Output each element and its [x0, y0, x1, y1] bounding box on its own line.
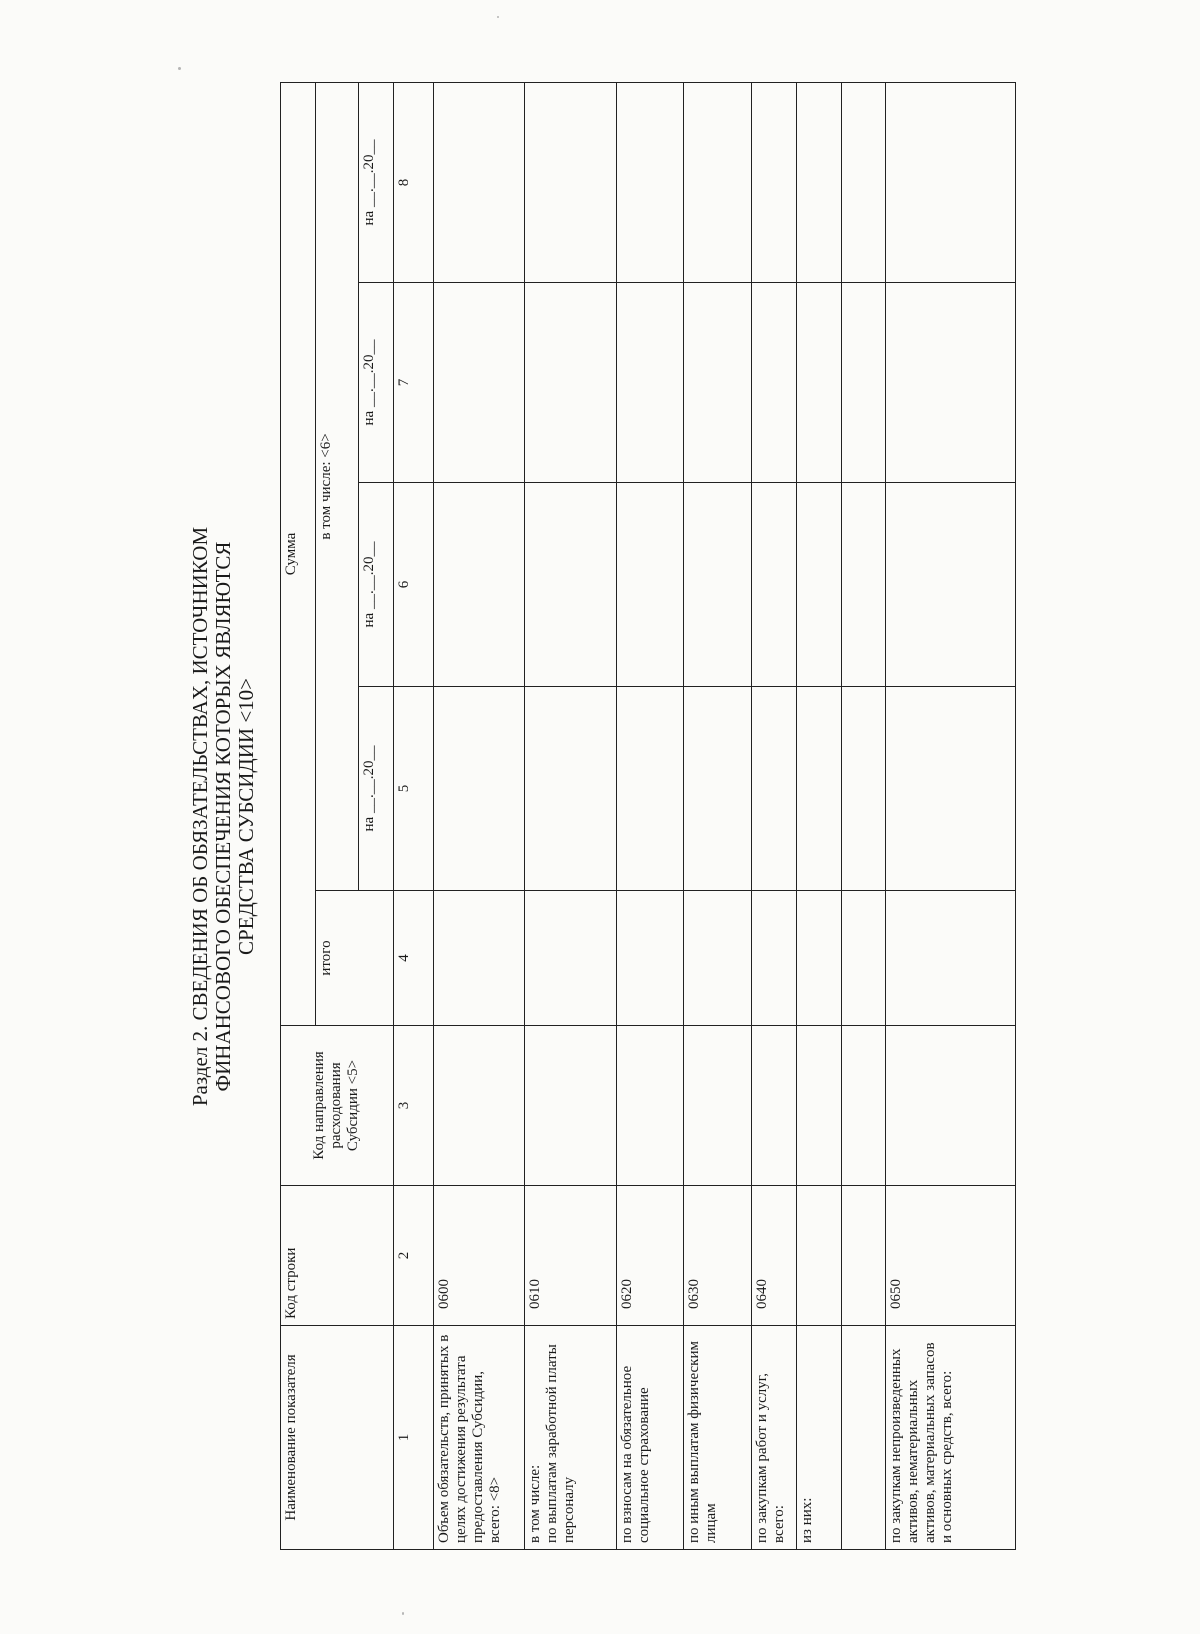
value-cell	[525, 483, 616, 687]
indicator-name: в том числе: по выплатам заработной платы персоналу	[525, 1326, 616, 1550]
row-code	[841, 1186, 885, 1326]
column-number: 4	[393, 891, 433, 1026]
column-number: 2	[393, 1186, 433, 1326]
value-cell	[751, 891, 796, 1026]
value-cell	[684, 1026, 751, 1186]
row-code: 0650	[886, 1186, 1016, 1326]
value-cell	[841, 891, 885, 1026]
scan-speck	[178, 67, 181, 70]
value-cell	[433, 1026, 524, 1186]
column-number: 6	[393, 483, 433, 687]
value-cell	[841, 283, 885, 483]
value-cell	[616, 283, 683, 483]
value-cell	[886, 891, 1016, 1026]
row-code: 0610	[525, 1186, 616, 1326]
indicator-name	[841, 1326, 885, 1550]
rotated-form	[181, 83, 1016, 1550]
table-row	[684, 82, 751, 1549]
value-cell	[616, 82, 683, 282]
value-cell	[433, 483, 524, 687]
table-row	[616, 82, 683, 1549]
value-cell	[751, 283, 796, 483]
value-cell	[616, 483, 683, 687]
column-number: 1	[393, 1326, 433, 1550]
table-row	[525, 82, 616, 1549]
column-number: 7	[393, 283, 433, 483]
section-title	[189, 83, 258, 1550]
value-cell	[886, 1026, 1016, 1186]
value-cell	[751, 1026, 796, 1186]
value-cell	[751, 687, 796, 891]
value-cell	[841, 687, 885, 891]
title-line: СРЕДСТВА СУБСИДИИ <10>	[234, 677, 258, 956]
header-including: в том числе: <6>	[316, 82, 359, 890]
value-cell	[616, 1026, 683, 1186]
table-row	[751, 82, 796, 1549]
indicator-name: по иным выплатам физическим лицам	[684, 1326, 751, 1550]
header-date-col-5: на __.__.20__	[359, 687, 393, 891]
header-row-code: Код строки	[281, 1186, 394, 1326]
value-cell	[886, 283, 1016, 483]
row-code	[796, 1186, 841, 1326]
row-code: 0630	[684, 1186, 751, 1326]
value-cell	[751, 82, 796, 282]
indicator-name: по закупкам непроизведенных активов, нематериальных активов, материальных запасов и основных средств, всего:	[886, 1326, 1016, 1550]
header-row-1	[281, 82, 316, 1549]
title-line: ФИНАНСОВОГО ОБЕСПЕЧЕНИЯ КОТОРЫХ ЯВЛЯЮТСЯ	[211, 541, 235, 1092]
header-sum: Сумма	[281, 82, 316, 1025]
title-line: Раздел 2. СВЕДЕНИЯ ОБ ОБЯЗАТЕЛЬСТВАХ, ИСТОЧНИКОМ	[188, 526, 212, 1107]
value-cell	[684, 687, 751, 891]
column-number: 3	[393, 1026, 433, 1186]
value-cell	[841, 483, 885, 687]
value-cell	[433, 891, 524, 1026]
obligations-table	[280, 82, 1016, 1550]
row-code: 0640	[751, 1186, 796, 1326]
header-total: итого	[316, 891, 393, 1026]
column-number-row	[393, 82, 433, 1549]
value-cell	[796, 1026, 841, 1186]
column-number: 8	[393, 82, 433, 282]
value-cell	[616, 891, 683, 1026]
value-cell	[684, 283, 751, 483]
table-row	[433, 82, 524, 1549]
indicator-name: из них:	[796, 1326, 841, 1550]
table-row	[841, 82, 885, 1549]
header-indicator-name: Наименование показателя	[281, 1326, 394, 1550]
value-cell	[886, 687, 1016, 891]
scan-speck	[402, 1612, 404, 1615]
header-date-col-8: на __.__.20__	[359, 82, 393, 282]
indicator-name: Объем обязательств, принятых в целях достижения результата предоставления Субсидии, всего: <8>	[433, 1326, 524, 1550]
value-cell	[525, 283, 616, 483]
indicator-name: по взносам на обязательное социальное страхование	[616, 1326, 683, 1550]
value-cell	[684, 82, 751, 282]
value-cell	[525, 1026, 616, 1186]
value-cell	[751, 483, 796, 687]
value-cell	[796, 687, 841, 891]
value-cell	[433, 283, 524, 483]
value-cell	[525, 687, 616, 891]
value-cell	[886, 82, 1016, 282]
value-cell	[433, 687, 524, 891]
value-cell	[796, 82, 841, 282]
value-cell	[841, 1026, 885, 1186]
value-cell	[796, 891, 841, 1026]
row-code: 0600	[433, 1186, 524, 1326]
value-cell	[796, 483, 841, 687]
header-date-col-7: на __.__.20__	[359, 283, 393, 483]
value-cell	[525, 891, 616, 1026]
indicator-name: по закупкам работ и услуг, всего:	[751, 1326, 796, 1550]
column-number: 5	[393, 687, 433, 891]
header-date-col-6: на __.__.20__	[359, 483, 393, 687]
value-cell	[525, 82, 616, 282]
value-cell	[796, 283, 841, 483]
header-direction-code: Код направления расходования Субсидии <5>	[281, 1026, 394, 1186]
value-cell	[433, 82, 524, 282]
scan-speck	[497, 16, 499, 18]
value-cell	[684, 891, 751, 1026]
row-code: 0620	[616, 1186, 683, 1326]
table-row	[886, 82, 1016, 1549]
value-cell	[886, 483, 1016, 687]
value-cell	[616, 687, 683, 891]
value-cell	[841, 82, 885, 282]
table-row	[796, 82, 841, 1549]
value-cell	[684, 483, 751, 687]
